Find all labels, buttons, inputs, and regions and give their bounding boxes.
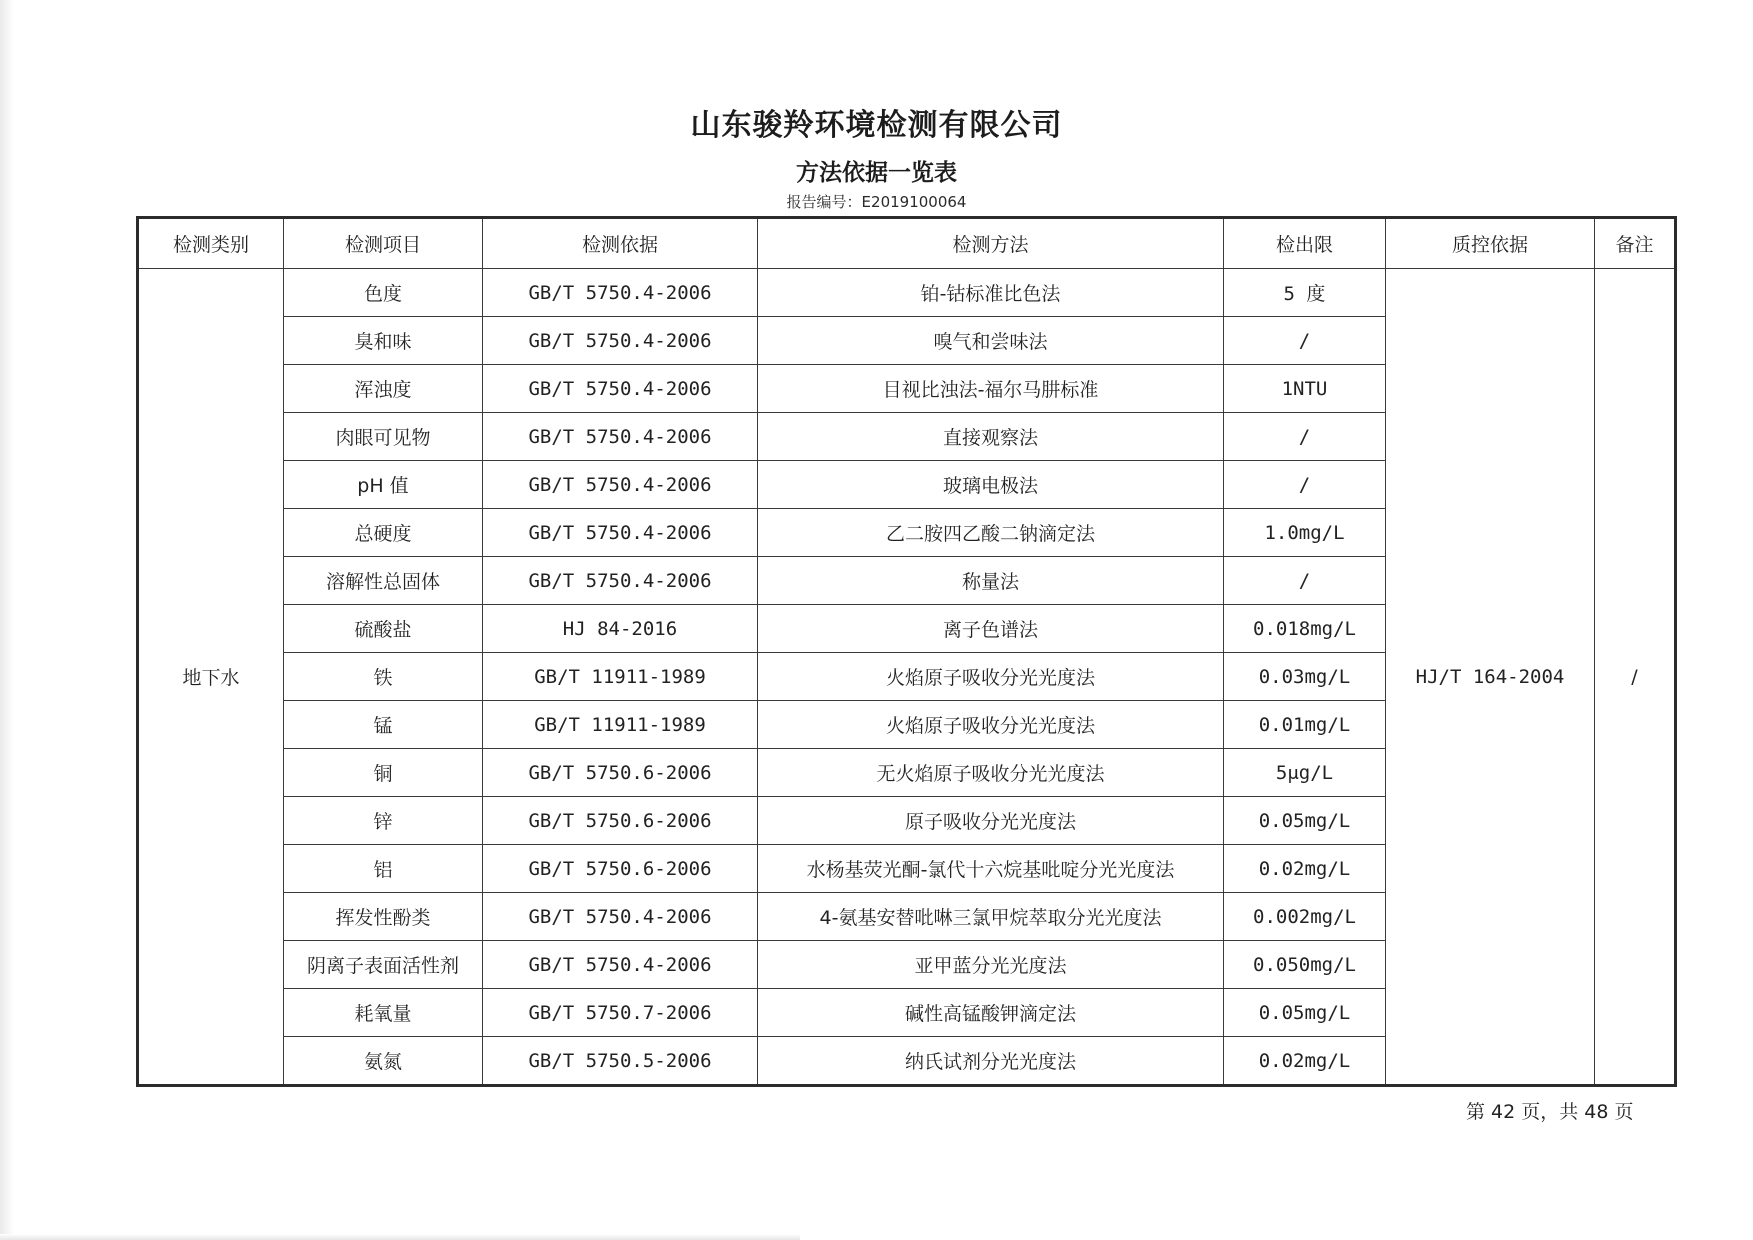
- standard-cell: GB/T 5750.4-2006: [483, 557, 758, 605]
- method-cell: 亚甲蓝分光光度法: [758, 941, 1224, 989]
- limit-cell: 0.03mg/L: [1224, 653, 1386, 701]
- standard-cell: GB/T 5750.4-2006: [483, 893, 758, 941]
- report-number-label: 报告编号：: [786, 193, 862, 211]
- method-cell: 火焰原子吸收分光光度法: [758, 653, 1224, 701]
- document-title: 方法依据一览表: [796, 160, 957, 186]
- item-cell: 铝: [284, 845, 483, 893]
- method-cell: 原子吸收分光光度法: [758, 797, 1224, 845]
- item-cell: 阴离子表面活性剂: [284, 941, 483, 989]
- standard-cell: GB/T 5750.4-2006: [483, 941, 758, 989]
- method-cell: 火焰原子吸收分光光度法: [758, 701, 1224, 749]
- item-cell: 浑浊度: [284, 365, 483, 413]
- method-cell: 铂-钴标准比色法: [758, 269, 1224, 317]
- item-cell: 耗氧量: [284, 989, 483, 1037]
- limit-cell: /: [1224, 557, 1386, 605]
- header-remark: 备注: [1595, 218, 1676, 269]
- header-standard: 检测依据: [483, 218, 758, 269]
- standard-cell: GB/T 11911-1989: [483, 701, 758, 749]
- method-cell: 无火焰原子吸收分光光度法: [758, 749, 1224, 797]
- item-cell: 挥发性酚类: [284, 893, 483, 941]
- standard-cell: GB/T 5750.4-2006: [483, 269, 758, 317]
- category-cell: 地下水: [138, 269, 284, 1086]
- report-number: [0, 191, 1753, 212]
- method-cell: 水杨基荧光酮-氯代十六烷基吡啶分光光度法: [758, 845, 1224, 893]
- method-cell: 离子色谱法: [758, 605, 1224, 653]
- table-row: [138, 269, 1676, 317]
- method-cell: 嗅气和尝味法: [758, 317, 1224, 365]
- item-cell: 肉眼可见物: [284, 413, 483, 461]
- standard-cell: GB/T 5750.4-2006: [483, 461, 758, 509]
- page-number: 第 42 页，共 48 页: [1466, 1101, 1634, 1123]
- qc-basis-cell: HJ/T 164-2004: [1386, 269, 1595, 1086]
- limit-cell: 0.02mg/L: [1224, 1037, 1386, 1086]
- limit-cell: 1.0mg/L: [1224, 509, 1386, 557]
- limit-cell: 0.050mg/L: [1224, 941, 1386, 989]
- standard-cell: GB/T 5750.7-2006: [483, 989, 758, 1037]
- method-basis-table: [136, 216, 1677, 1087]
- standard-cell: HJ 84-2016: [483, 605, 758, 653]
- limit-cell: /: [1224, 317, 1386, 365]
- method-cell: 4-氨基安替吡啉三氯甲烷萃取分光光度法: [758, 893, 1224, 941]
- limit-cell: /: [1224, 461, 1386, 509]
- limit-cell: 5 度: [1224, 269, 1386, 317]
- report-number-value: E2019100064: [861, 193, 967, 211]
- limit-cell: 0.02mg/L: [1224, 845, 1386, 893]
- method-cell: 乙二胺四乙酸二钠滴定法: [758, 509, 1224, 557]
- table-header-row: [138, 218, 1676, 269]
- header-method: 检测方法: [758, 218, 1224, 269]
- scan-edge-shadow-bottom: [0, 1234, 800, 1240]
- remark-cell: /: [1595, 269, 1676, 1086]
- limit-cell: 0.002mg/L: [1224, 893, 1386, 941]
- item-cell: 铁: [284, 653, 483, 701]
- header-qc-basis: 质控依据: [1386, 218, 1595, 269]
- item-cell: 硫酸盐: [284, 605, 483, 653]
- standard-cell: GB/T 5750.4-2006: [483, 317, 758, 365]
- limit-cell: 1NTU: [1224, 365, 1386, 413]
- method-cell: 玻璃电极法: [758, 461, 1224, 509]
- item-cell: 锰: [284, 701, 483, 749]
- standard-cell: GB/T 5750.4-2006: [483, 413, 758, 461]
- item-cell: 铜: [284, 749, 483, 797]
- item-cell: 臭和味: [284, 317, 483, 365]
- standard-cell: GB/T 11911-1989: [483, 653, 758, 701]
- item-cell: 氨氮: [284, 1037, 483, 1086]
- header-detection-limit: 检出限: [1224, 218, 1386, 269]
- limit-cell: 0.05mg/L: [1224, 797, 1386, 845]
- item-cell: 锌: [284, 797, 483, 845]
- method-cell: 纳氏试剂分光光度法: [758, 1037, 1224, 1086]
- item-cell: 溶解性总固体: [284, 557, 483, 605]
- limit-cell: 5μg/L: [1224, 749, 1386, 797]
- method-cell: 碱性高锰酸钾滴定法: [758, 989, 1224, 1037]
- company-name: 山东骏羚环境检测有限公司: [690, 108, 1063, 143]
- standard-cell: GB/T 5750.4-2006: [483, 365, 758, 413]
- limit-cell: 0.018mg/L: [1224, 605, 1386, 653]
- item-cell: 色度: [284, 269, 483, 317]
- standard-cell: GB/T 5750.4-2006: [483, 509, 758, 557]
- limit-cell: 0.05mg/L: [1224, 989, 1386, 1037]
- item-cell: 总硬度: [284, 509, 483, 557]
- header-category: 检测类别: [138, 218, 284, 269]
- method-cell: 目视比浊法-福尔马肼标准: [758, 365, 1224, 413]
- standard-cell: GB/T 5750.6-2006: [483, 845, 758, 893]
- item-cell: pH 值: [284, 461, 483, 509]
- limit-cell: /: [1224, 413, 1386, 461]
- standard-cell: GB/T 5750.6-2006: [483, 749, 758, 797]
- standard-cell: GB/T 5750.6-2006: [483, 797, 758, 845]
- method-cell: 称量法: [758, 557, 1224, 605]
- method-cell: 直接观察法: [758, 413, 1224, 461]
- standard-cell: GB/T 5750.5-2006: [483, 1037, 758, 1086]
- header-item: 检测项目: [284, 218, 483, 269]
- limit-cell: 0.01mg/L: [1224, 701, 1386, 749]
